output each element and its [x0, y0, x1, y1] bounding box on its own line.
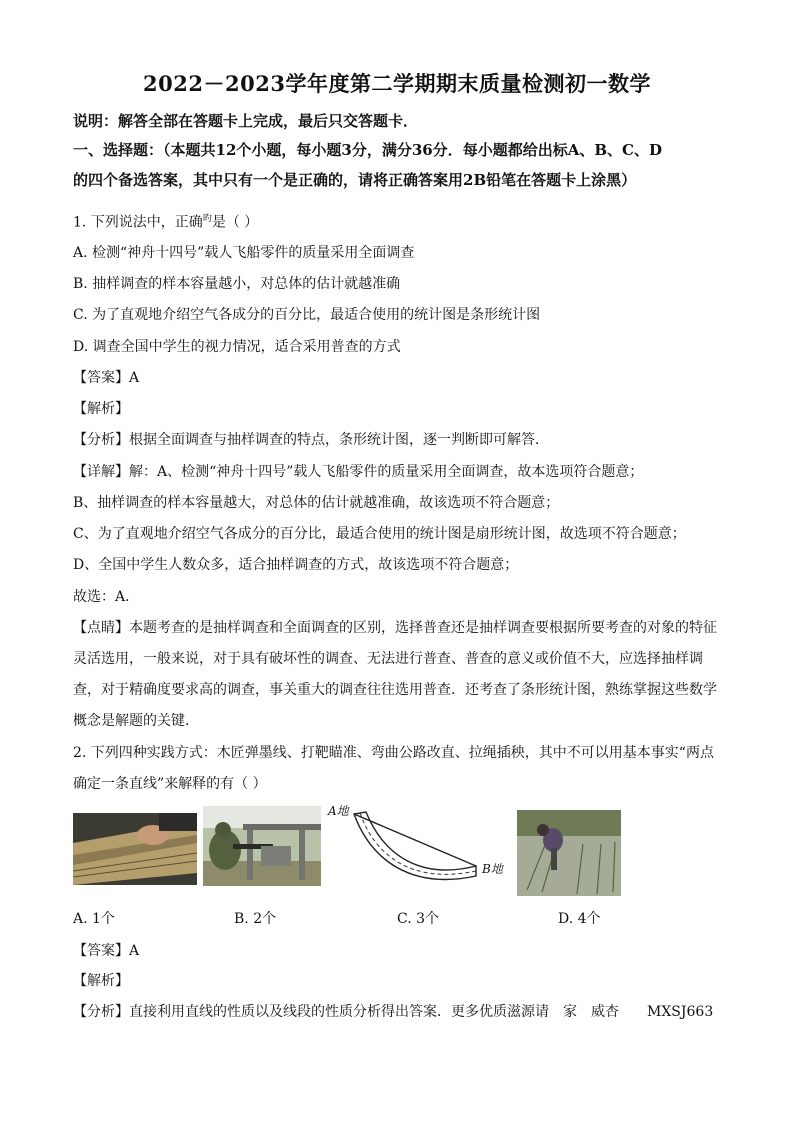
- question-1-detail-2: B、抽样调查的样本容量越大，对总体的估计就越准确，故该选项不符合题意；: [73, 495, 560, 511]
- curved-road-diagram: [326, 800, 510, 896]
- question-2-stem-1: 2. 下列四种实践方式：木匠弹墨线、打靶瞄准、弯曲公路改直、拉绳插秧，其中不可以用基本事实“两点: [73, 745, 714, 761]
- question-1-answer: 【答案】A: [73, 370, 140, 386]
- question-1-option-c: C. 为了直观地介绍空气各成分的百分比，最适合使用的统计图是条形统计图: [73, 307, 541, 323]
- question-1-detail-1: 【详解】解：A、检测“神舟十四号”载人飞船零件的质量采用全面调查，故本选项符合题意；: [73, 464, 644, 480]
- question-2-stem-2: 确定一条直线”来解释的有（ ）: [73, 776, 267, 792]
- question-2-answer: 【答案】A: [73, 943, 140, 959]
- page-title: 2022－2023学年度第二学期期末质量检测初一数学: [143, 71, 651, 96]
- question-1-analysis-heading: 【解析】: [73, 401, 129, 417]
- instructions-note: 说明：解答全部在答题卡上完成，最后只交答题卡．: [73, 112, 419, 130]
- question-1-dianjing-1: 【点睛】本题考查的是抽样调查和全面调查的区别，选择普查还是抽样调查要根据所要考查的对象的特征: [73, 620, 717, 636]
- question-2-option-a: A. 1个: [73, 911, 115, 927]
- question-1-option-b: B. 抽样调查的样本容量越小，对总体的估计就越准确: [73, 276, 401, 292]
- question-1-dianjing-4: 概念是解题的关键．: [73, 713, 199, 729]
- question-1-fenxi: 【分析】根据全面调查与抽样调查的特点，条形统计图，逐一判断即可解答．: [73, 432, 549, 448]
- question-1-detail-5: 故选：A．: [73, 589, 140, 605]
- question-1-dianjing-3: 查，对于精确度要求高的调查，事关重大的调查往往选用普查．还考查了条形统计图，熟练掌握这些数学: [73, 682, 717, 698]
- target-aiming-photo: [203, 806, 321, 886]
- question-1-detail-4: D、全国中学生人数众多，适合抽样调查的方式，故该选项不符合题意；: [73, 557, 519, 573]
- question-1-stem-sup: 旳: [202, 214, 212, 224]
- question-2-analysis-heading: 【解析】: [73, 973, 129, 989]
- point-a-label: A地: [328, 804, 349, 818]
- question-1-stem-part-b: 是（ ）: [211, 214, 259, 231]
- carpenter-ink-line-photo: [73, 813, 197, 885]
- question-2-option-d: D. 4个: [558, 911, 601, 927]
- question-1-detail-3: C、为了直观地介绍空气各成分的百分比，最适合使用的统计图是扇形统计图，故选项不符合题意；: [73, 526, 686, 542]
- question-1-stem: [73, 209, 258, 233]
- rice-planting-photo: [517, 810, 621, 896]
- question-2-option-b: B. 2个: [234, 911, 277, 927]
- question-2-option-c: C. 3个: [397, 911, 440, 927]
- point-b-label: B地: [482, 862, 503, 876]
- question-2-fenxi: 【分析】直接利用直线的性质以及线段的性质分析得出答案．更多优质滋源请 家 威杏 MXSJ663: [73, 1004, 714, 1020]
- question-1-option-d: D. 调查全国中学生的视力情况，适合采用普查的方式: [73, 339, 401, 355]
- section-heading-line-1: 一、选择题：（本题共12个小题，每小题3分，满分36分．每小题都给出标A、B、C、D: [73, 141, 662, 159]
- question-1-stem-part-a: 1. 下列说法中，正确: [73, 214, 203, 231]
- question-1-dianjing-2: 灵活选用，一般来说，对于具有破坏性的调查、无法进行普查、普查的意义或价值不大，应选择抽样调: [73, 651, 703, 667]
- section-heading-line-2: 的四个备选答案，其中只有一个是正确的，请将正确答案用2B铅笔在答题卡上涂黑）: [73, 171, 637, 189]
- question-1-option-a: A. 检测“神舟十四号”载人飞船零件的质量采用全面调查: [73, 245, 415, 261]
